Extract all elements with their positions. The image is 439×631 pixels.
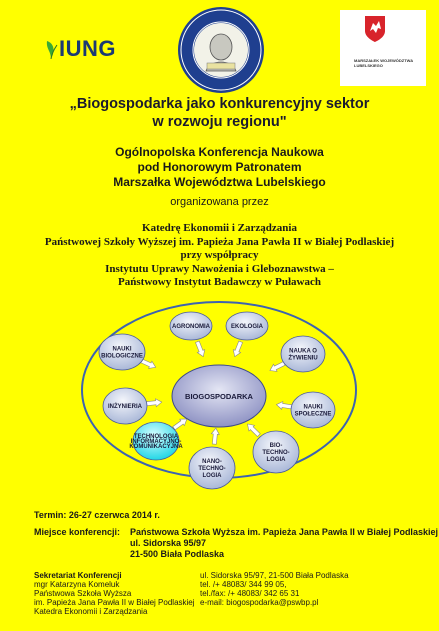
secretariat-heading: Sekretariat Konferencji bbox=[34, 571, 122, 580]
organizer-line-4: Instytutu Uprawy Nawożenia i Gleboznawstwa – bbox=[105, 262, 334, 275]
organizer-line-1: Katedrę Ekonomii i Zarządzania bbox=[142, 222, 297, 234]
organizer-line-2: Państwowej Szkoły Wyższej im. Papieża Jana Pawła II w Białej Podlaskiej bbox=[44, 235, 395, 248]
venue-line-1: Państwowa Szkoła Wyższa im. Papieża Jana Pawła II w Białej Podlaskiej bbox=[130, 527, 438, 537]
diagram-arrow bbox=[211, 428, 219, 444]
diagram-node-label: AGRONOMIA bbox=[172, 324, 210, 330]
venue-label: Miejsce konferencji: bbox=[34, 527, 121, 537]
iung-logo-text: IUNG bbox=[59, 36, 116, 61]
secretariat-line-2: Państwowa Szkoła Wyższa bbox=[34, 589, 132, 598]
secretariat-block bbox=[34, 571, 195, 616]
iung-logo bbox=[44, 36, 132, 62]
secretariat-line-3: im. Papieża Jana Pawła II w Białej Podlaskiej bbox=[34, 598, 195, 607]
diagram-arrow bbox=[247, 424, 260, 437]
diagram-arrow bbox=[233, 341, 242, 357]
university-seal bbox=[178, 7, 264, 93]
diagram-node-label: TECHNOLOGIA INFORMACYJNO-KOMUNIKACYJNA bbox=[129, 434, 183, 450]
conference-date: Termin: 26-27 czerwca 2014 r. bbox=[34, 510, 160, 520]
diagram-node-label: INŻYNIERIA bbox=[107, 404, 143, 410]
diagram-node-label: NAUKI BIOLOGICZNE bbox=[101, 346, 143, 360]
contact-block bbox=[200, 571, 349, 607]
title-line-1: „Biogospodarka jako konkurencyjny sektor bbox=[69, 96, 370, 112]
contact-fax: tel./fax: /+ 48083/ 342 65 31 bbox=[200, 589, 300, 598]
leaf-icon bbox=[44, 39, 58, 59]
diagram-arrow bbox=[270, 362, 285, 372]
voivodeship-logo-text: MARSZAŁEK WOJEWÓDZTWA LUBELSKIEGO bbox=[354, 58, 413, 68]
conference-subtitle bbox=[0, 145, 439, 190]
center-node-label: BIOGOSPODARKA bbox=[185, 392, 253, 401]
diagram-arrow bbox=[173, 419, 187, 430]
diagram-node-label: NANO-TECHNO-LOGIA bbox=[198, 459, 226, 479]
bioeconomy-diagram bbox=[0, 300, 439, 500]
voivodeship-logo bbox=[340, 10, 426, 86]
diagram-node-label: NAUKA O ŻYWIENIU bbox=[288, 348, 318, 362]
contact-phone: tel. /+ 48083/ 344 99 05, bbox=[200, 580, 287, 589]
organizer-line-3: przy współpracy bbox=[180, 249, 259, 261]
diagram-node-label: NAUKI SPOŁECZNE bbox=[294, 404, 332, 418]
venue-line-2: ul. Sidorska 95/97 bbox=[130, 538, 207, 548]
organizer-line-5: Państwowy Instytut Badawczy w Puławach bbox=[118, 276, 321, 288]
conference-title bbox=[0, 95, 439, 131]
coat-of-arms-icon bbox=[364, 15, 386, 43]
contact-email[interactable]: e-mail: biogospodarka@pswbp.pl bbox=[200, 598, 319, 607]
secretariat-line-4: Katedra Ekonomii i Zarządzania bbox=[34, 607, 148, 616]
diagram-arrow bbox=[276, 401, 292, 409]
secretariat-line-1: mgr Katarzyna Komeluk bbox=[34, 580, 120, 589]
contact-address: ul. Sidorska 95/97, 21-500 Biała Podlaska bbox=[200, 571, 349, 580]
seal-portrait bbox=[194, 23, 248, 77]
portrait-icon bbox=[194, 23, 248, 77]
diagram-arrow bbox=[146, 399, 162, 407]
subtitle-line-3: Marszałka Województwa Lubelskiego bbox=[113, 175, 326, 189]
subtitle-line-2: pod Honorowym Patronatem bbox=[137, 160, 302, 174]
diagram-node-label: EKOLOGIA bbox=[230, 324, 264, 330]
organizers-block bbox=[0, 222, 439, 290]
diagram-node-label: BIO-TECHNO-LOGIA bbox=[262, 443, 290, 463]
organizers-intro: organizowana przez bbox=[170, 196, 269, 208]
diagram-arrow bbox=[195, 341, 204, 357]
subtitle-line-1: Ogólnopolska Konferencja Naukowa bbox=[115, 145, 324, 159]
venue-address bbox=[130, 527, 438, 560]
title-line-2: w rozwoju regionu" bbox=[152, 114, 287, 130]
venue-line-3: 21-500 Biała Podlaska bbox=[130, 549, 225, 559]
